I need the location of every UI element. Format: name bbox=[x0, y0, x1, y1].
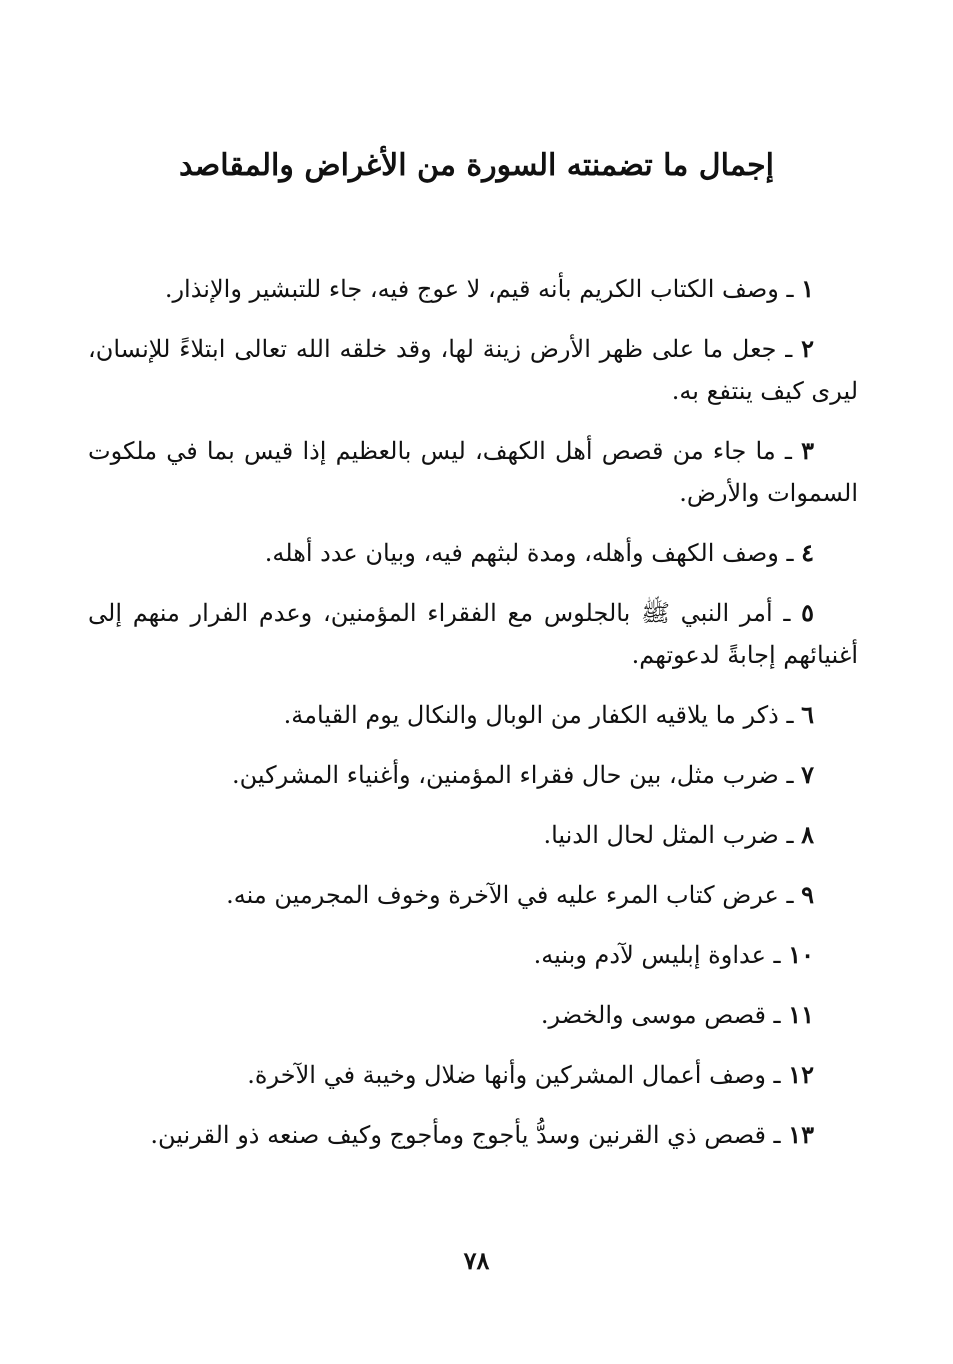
item-separator: ـ bbox=[772, 599, 802, 627]
list-item-8 bbox=[88, 814, 858, 856]
item-number: ٧ bbox=[801, 760, 814, 789]
item-number: ٢ bbox=[801, 334, 814, 363]
list-item-2 bbox=[88, 328, 858, 412]
item-number: ١ bbox=[801, 274, 814, 303]
page-number: ٧٨ bbox=[463, 1246, 490, 1275]
item-separator: ـ bbox=[778, 821, 802, 849]
item-text: عداوة إبليس لآدم وبنيه. bbox=[533, 941, 766, 969]
list-item-11 bbox=[88, 994, 858, 1036]
item-text: جعل ما على ظهر الأرض زينة لها، وقد خلقه الله تعالى ابتلاءً للإنسان، ليرى كيف ينتفع به. bbox=[88, 335, 858, 405]
item-separator: ـ bbox=[778, 275, 802, 303]
item-separator: ـ bbox=[775, 437, 802, 465]
item-number: ١١ bbox=[788, 1000, 814, 1029]
item-number: ٤ bbox=[801, 538, 814, 567]
item-number: ١٣ bbox=[788, 1120, 814, 1149]
item-text: وصف الكتاب الكريم بأنه قيم، لا عوج فيه، جاء للتبشير والإنذار. bbox=[164, 275, 779, 303]
item-text: قصص موسى والخضر. bbox=[540, 1001, 766, 1029]
list-item-5 bbox=[88, 592, 858, 676]
item-number: ٥ bbox=[801, 598, 814, 627]
item-text: عرض كتاب المرء عليه في الآخرة وخوف المجرمين منه. bbox=[226, 881, 779, 909]
item-separator: ـ bbox=[765, 941, 789, 969]
item-text: ما جاء من قصص أهل الكهف، ليس بالعظيم إذا قيس بما في ملكوت السموات والأرض. bbox=[88, 437, 858, 507]
item-separator: ـ bbox=[778, 539, 802, 567]
list-item-4 bbox=[88, 532, 858, 574]
item-separator: ـ bbox=[765, 1001, 789, 1029]
list-item-7 bbox=[88, 754, 858, 796]
item-text: وصف أعمال المشركين وأنها ضلال وخيبة في الآخرة. bbox=[247, 1061, 766, 1089]
item-separator: ـ bbox=[765, 1121, 789, 1149]
item-separator: ـ bbox=[776, 335, 802, 363]
item-text: ضرب مثل، بين حال فقراء المؤمنين، وأغنياء المشركين. bbox=[232, 761, 779, 789]
list-item-9 bbox=[88, 874, 858, 916]
list-item-12 bbox=[88, 1054, 858, 1096]
purposes-list bbox=[88, 268, 858, 1174]
list-item-13 bbox=[88, 1114, 858, 1156]
item-separator: ـ bbox=[765, 1061, 789, 1089]
list-item-10 bbox=[88, 934, 858, 976]
item-number: ٨ bbox=[801, 820, 814, 849]
item-text: وصف الكهف وأهله، ومدة لبثهم فيه، وبيان عدد أهله. bbox=[264, 539, 779, 567]
item-separator: ـ bbox=[778, 701, 802, 729]
item-number: ١٠ bbox=[788, 940, 814, 969]
item-number: ٩ bbox=[801, 880, 814, 909]
item-number: ٣ bbox=[801, 436, 814, 465]
item-separator: ـ bbox=[778, 881, 802, 909]
page-title: إجمال ما تضمنته السورة من الأغراض والمقاصد bbox=[179, 148, 774, 183]
item-text: قصص ذي القرنين وسدُّ يأجوج ومأجوج وكيف صنعه ذو القرنين. bbox=[150, 1121, 766, 1149]
item-text: أمر النبي ﷺ بالجلوس مع الفقراء المؤمنين، وعدم الفرار منهم إلى أغنيائهم إجابةً لدعوتهم. bbox=[88, 599, 858, 669]
item-separator: ـ bbox=[778, 761, 802, 789]
list-item-1 bbox=[88, 268, 858, 310]
list-item-3 bbox=[88, 430, 858, 514]
item-text: ذكر ما يلاقيه الكفار من الوبال والنكال يوم القيامة. bbox=[283, 701, 779, 729]
list-item-6 bbox=[88, 694, 858, 736]
item-number: ٦ bbox=[801, 700, 814, 729]
item-text: ضرب المثل لحال الدنيا. bbox=[543, 821, 779, 849]
item-number: ١٢ bbox=[788, 1060, 814, 1089]
